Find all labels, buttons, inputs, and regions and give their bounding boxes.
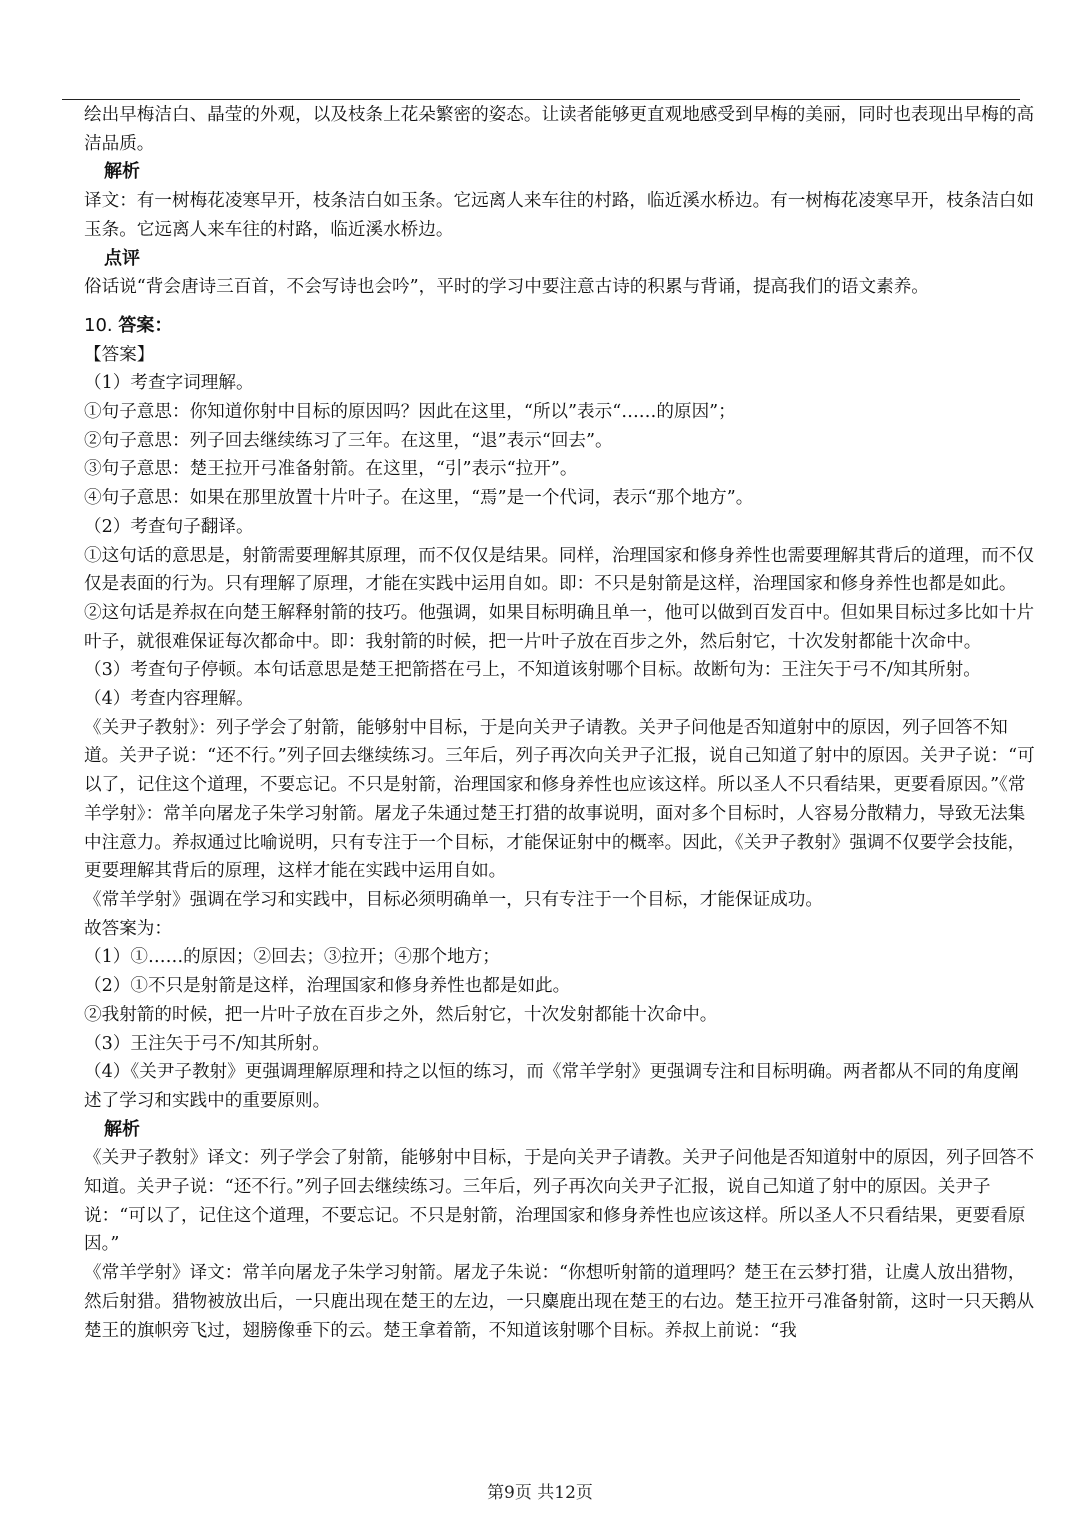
answer-bracket: 【答案】 <box>84 344 155 365</box>
comment-heading: 点评 <box>104 247 140 269</box>
answer-line: （2）①不只是射箭是这样，治理国家和修身养性也都是如此。 <box>84 976 571 997</box>
answer-line: （3）王注矢于弓不/知其所射。 <box>84 1033 330 1054</box>
header-rule <box>62 99 1020 100</box>
answer-label: 答案： <box>118 314 173 336</box>
answer-line: ①这句话的意思是，射箭需要理解其原理，而不仅仅是结果。同样，治理国家和修身养性也需要理解其背后的道理，而不仅仅是表面的行为。只有理解了原理，才能在实践中运用自如。即：不只是射箭是这样，治理国家和修身养性也都是如此。 <box>84 545 1035 595</box>
answer-line: ②我射箭的时候，把一片叶子放在百步之外，然后射它，十次发射都能十次命中。 <box>84 1004 718 1025</box>
answer-line: （3）考查句子停顿。本句话意思是楚王把箭搭在弓上，不知道该射哪个目标。故断句为：王注矢于弓不/知其所射。 <box>84 660 981 681</box>
section-gap <box>84 302 1036 312</box>
analysis-heading: 解析 <box>104 161 140 183</box>
answer-line: （1）①……的原因；②回去；③拉开；④那个地方； <box>84 947 500 968</box>
answer-line: 《关尹子教射》：列子学会了射箭，能够射中目标，于是向关尹子请教。关尹子问他是否知道射中的原因，列子回答不知道。关尹子说：“还不行。”列子回去继续练习。三年后，列子再次向关尹子汇报，说自己知道了射中的原因。关尹子说：“可以了，记住这个道理，不要忘记。不只是射箭，治理国家和修身养性也应该这样。所以圣人不只看结果，更要看原因。”《常羊学射》：常羊向屠龙子朱学习射箭。屠龙子朱通过楚王打猎的故事说明，面对多个目标时，人容易分散精力，导致无法集中注意力。养叔通过比喻说明，只有专注于一个目标，才能保证射中的概率。因此，《关尹子教射》强调不仅要学会技能，更要理解其背后的原理，这样才能在实践中运用自如。 <box>84 717 1035 882</box>
prev-answer-tail: 绘出早梅洁白、晶莹的外观，以及枝条上花朵繁密的姿态。让读者能够更直观地感受到早梅的美丽，同时也表现出早梅的高洁品质。 <box>84 105 1035 154</box>
analysis-line: 《常羊学射》译文：常羊向屠龙子朱学习射箭。屠龙子朱说：“你想听射箭的道理吗？楚王在云梦打猎，让虞人放出猎物，然后射猎。猎物被放出后，一只鹿出现在楚王的左边，一只麋鹿出现在楚王的右边。楚王拉开弓准备射箭，这时一只天鹅从楚王的旗帜旁飞过，翅膀像垂下的云。楚王拿着箭，不知道该射哪个目标。养叔上前说：“我 <box>84 1263 1035 1341</box>
answer-line: （4）考查内容理解。 <box>84 689 254 710</box>
answer-lines <box>84 369 1036 1115</box>
answer-line: （1）考查字词理解。 <box>84 373 254 394</box>
q10-analysis-heading: 解析 <box>104 1118 140 1140</box>
question-number: 10. <box>84 314 113 336</box>
answer-line: 《常羊学射》强调在学习和实践中，目标必须明确单一，只有专注于一个目标，才能保证成功。 <box>84 889 823 910</box>
answer-line: ④句子意思：如果在那里放置十片叶子。在这里，“焉”是一个代词，表示“那个地方”。 <box>84 488 754 509</box>
question-10-title <box>84 312 1036 341</box>
answer-line: ②这句话是养叔在向楚王解释射箭的技巧。他强调，如果目标明确且单一，他可以做到百发百中。但如果目标过多比如十片叶子，就很难保证每次都命中。即：我射箭的时候，把一片叶子放在百步之外，然后射它，十次发射都能十次命中。 <box>84 602 1035 652</box>
answer-line: ③句子意思：楚王拉开弓准备射箭。在这里，“引”表示“拉开”。 <box>84 459 578 480</box>
analysis-text: 译文：有一树梅花凌寒早开，枝条洁白如玉条。它远离人来车往的村路，临近溪水桥边。有一树梅花凌寒早开，枝条洁白如玉条。它远离人来车往的村路，临近溪水桥边。 <box>84 191 1035 240</box>
answer-line: （2）考查句子翻译。 <box>84 516 254 537</box>
comment-text: 俗话说“背会唐诗三百首，不会写诗也会吟”，平时的学习中要注意古诗的积累与背诵，提高我们的语文素养。 <box>84 277 929 298</box>
answer-line: 故答案为： <box>84 918 172 939</box>
answer-line: （4）《关尹子教射》更强调理解原理和持之以恒的练习，而《常羊学射》更强调专注和目标明确。两者都从不同的角度阐述了学习和实践中的重要原则。 <box>84 1062 1019 1111</box>
q10-analysis-lines <box>84 1144 1036 1345</box>
page-content <box>84 101 1036 1345</box>
page-footer: 第9页 共12页 <box>487 1483 593 1503</box>
answer-line: ①句子意思：你知道你射中目标的原因吗？因此在这里，“所以”表示“……的原因”； <box>84 402 736 423</box>
answer-line: ②句子意思：列子回去继续练习了三年。在这里，“退”表示“回去”。 <box>84 430 613 451</box>
analysis-line: 《关尹子教射》译文：列子学会了射箭，能够射中目标，于是向关尹子请教。关尹子问他是否知道射中的原因，列子回答不知道。关尹子说：“还不行。”列子回去继续练习。三年后，列子再次向关尹子汇报，说自己知道了射中的原因。关尹子说：“可以了，记住这个道理，不要忘记。不只是射箭，治理国家和修身养性也应该这样。所以圣人不只看结果，更要看原因。” <box>84 1148 1035 1255</box>
